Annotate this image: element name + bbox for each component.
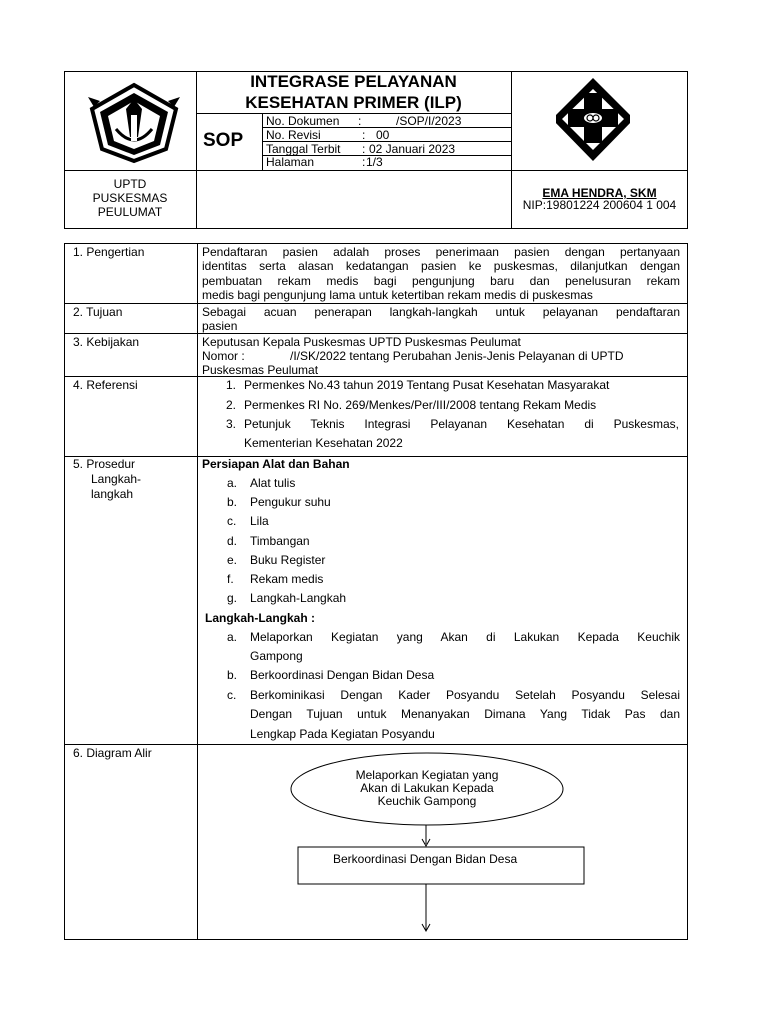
- meta-label-no-revisi: No. Revisi: [266, 128, 321, 142]
- section-label-tujuan: 2. Tujuan: [73, 305, 123, 319]
- document-title-line2: KESEHATAN PRIMER (ILP): [245, 93, 462, 112]
- section-label-referensi: 4. Referensi: [73, 378, 138, 392]
- referensi-item-continuation: Kementerian Kesehatan 2022: [244, 436, 403, 450]
- flowchart-oval-text: Akan di Lakukan Kepada: [360, 781, 494, 795]
- meta-sep: :: [362, 142, 366, 156]
- langkah-item: Gampong: [250, 649, 303, 663]
- document-title-line1: INTEGRASE PELAYANAN: [250, 72, 457, 91]
- langkah-heading: Langkah-Langkah :: [205, 611, 316, 625]
- referensi-number: 2.: [226, 398, 237, 412]
- kebijakan-nomor-label: Nomor :: [202, 349, 245, 363]
- persiapan-item: Langkah-Langkah: [250, 591, 347, 605]
- signer-nip: NIP:19801224 200604 1 004: [522, 198, 677, 212]
- langkah-item: Berkoordinasi Dengan Bidan Desa: [250, 668, 435, 682]
- pengertian-line: Pendaftaran pasien adalah proses penerimaan pasien dengan pertanyaan: [202, 245, 680, 259]
- org-name-line1: UPTD: [113, 177, 147, 191]
- kebijakan-line: Keputusan Kepala Puskesmas UPTD Puskesmas Peulumat: [202, 335, 521, 349]
- org-name-line3: PEULUMAT: [97, 205, 163, 219]
- referensi-number: 1.: [226, 378, 237, 392]
- tujuan-line: pasien: [202, 319, 238, 333]
- persiapan-item: Alat tulis: [250, 476, 296, 490]
- flowchart-oval-text: Keuchik Gampong: [377, 794, 477, 808]
- flowchart-box-text: Berkoordinasi Dengan Bidan Desa: [333, 852, 518, 866]
- regional-emblem-logo: [86, 79, 182, 165]
- langkah-letter: b.: [227, 668, 238, 682]
- persiapan-heading: Persiapan Alat dan Bahan: [202, 457, 350, 471]
- persiapan-letter: a.: [227, 476, 238, 490]
- section-label-prosedur: Langkah-: [91, 472, 142, 486]
- pengertian-line: medis bagi pengunjung lama untuk ketertiban rekam medis di puskesmas: [202, 288, 593, 302]
- pengertian-line: pembuatan rekam medis bagi pengunjung baru dan penelusuran rekam: [202, 274, 680, 288]
- meta-sep: :: [362, 155, 366, 169]
- langkah-item: Dengan Tujuan untuk Menanyakan Dimana Yang Tidak Pas dan: [250, 707, 680, 721]
- org-name-line2: PUSKESMAS: [92, 191, 168, 205]
- persiapan-letter: c.: [227, 514, 237, 528]
- meta-label-halaman: Halaman: [266, 155, 315, 169]
- kebijakan-line: Puskesmas Peulumat: [202, 363, 319, 377]
- section-label-kebijakan: 3. Kebijakan: [73, 335, 140, 349]
- persiapan-item: Rekam medis: [250, 572, 324, 586]
- meta-value-no-dokumen: /SOP/I/2023: [396, 114, 462, 128]
- meta-value-tanggal-terbit: 02 Januari 2023: [369, 142, 456, 156]
- referensi-number: 3.: [226, 417, 237, 431]
- referensi-item: Permenkes No.43 tahun 2019 Tentang Pusat Kesehatan Masyarakat: [244, 378, 610, 392]
- persiapan-item: Lila: [250, 514, 269, 528]
- langkah-letter: c.: [227, 688, 237, 702]
- section-label-pengertian: 1. Pengertian: [73, 245, 145, 259]
- meta-sep: :: [358, 114, 362, 128]
- tujuan-line: Sebagai acuan penerapan langkah-langkah untuk pelayanan pendaftaran: [202, 305, 680, 319]
- kebijakan-nomor-value: /I/SK/2022 tentang Perubahan Jenis-Jenis Pelayanan di UPTD: [290, 349, 624, 363]
- meta-sep: :: [362, 128, 366, 142]
- meta-label-tanggal-terbit: Tanggal Terbit: [266, 142, 341, 156]
- langkah-letter: a.: [227, 630, 238, 644]
- referensi-item: Permenkes RI No. 269/Menkes/Per/III/2008 tentang Rekam Medis: [244, 398, 597, 412]
- referensi-item: Petunjuk Teknis Integrasi Pelayanan Kesehatan di Puskesmas,: [244, 417, 679, 431]
- langkah-item: Melaporkan Kegiatan yang Akan di Lakukan Kepada Keuchik: [250, 630, 680, 644]
- persiapan-letter: f.: [227, 572, 234, 586]
- langkah-item: Lengkap Pada Kegiatan Posyandu: [250, 727, 435, 741]
- flowchart-oval-text: Melaporkan Kegiatan yang: [355, 768, 499, 782]
- meta-value-no-revisi: 00: [376, 128, 390, 142]
- puskesmas-logo: [548, 75, 638, 165]
- section-label-prosedur: langkah: [91, 487, 134, 501]
- persiapan-item: Buku Register: [250, 553, 326, 567]
- meta-value-halaman: 1/3: [366, 155, 383, 169]
- persiapan-letter: b.: [227, 495, 238, 509]
- pengertian-line: identitas serta alasan kedatangan pasien ke puskesmas, dilanjutkan dengan: [202, 259, 680, 273]
- persiapan-item: Timbangan: [250, 534, 310, 548]
- section-label-prosedur: 5. Prosedur: [73, 457, 136, 471]
- persiapan-letter: g.: [227, 591, 238, 605]
- persiapan-letter: e.: [227, 553, 238, 567]
- persiapan-item: Pengukur suhu: [250, 495, 331, 509]
- meta-label-no-dokumen: No. Dokumen: [266, 114, 340, 128]
- signer-name: EMA HENDRA, SKM: [542, 186, 657, 200]
- section-label-diagram-alir: 6. Diagram Alir: [73, 746, 152, 760]
- langkah-item: Berkominikasi Dengan Kader Posyandu Setelah Posyandu Selesai: [250, 688, 680, 702]
- persiapan-letter: d.: [227, 534, 238, 548]
- sop-label: SOP: [203, 130, 244, 151]
